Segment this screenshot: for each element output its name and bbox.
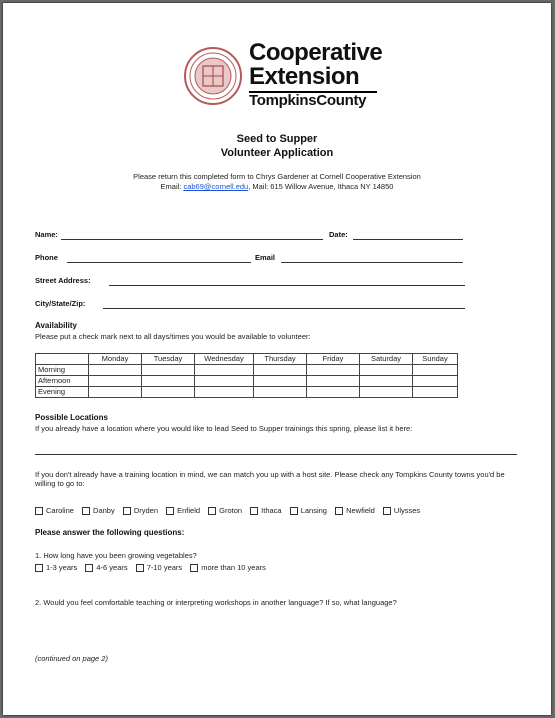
brand-line-3: TompkinsCounty: [249, 91, 377, 109]
checkbox-icon[interactable]: [123, 507, 131, 515]
locations-heading: Possible Locations: [35, 413, 108, 422]
email-link[interactable]: cab69@cornell.edu: [183, 182, 249, 191]
availability-cell[interactable]: [254, 365, 307, 376]
day-header: Friday: [307, 354, 360, 365]
availability-cell[interactable]: [142, 365, 195, 376]
town-label: Dryden: [133, 506, 158, 515]
option-label: 1-3 years: [46, 563, 78, 572]
cornell-seal-icon: [183, 46, 243, 106]
return-note: Please return this completed form to Chrys Gardener at Cornell Cooperative Extension: [133, 172, 421, 181]
question-1: 1. How long have you been growing vegetables?: [35, 551, 197, 560]
availability-cell[interactable]: [413, 387, 458, 398]
availability-cell[interactable]: [89, 365, 142, 376]
q1-option[interactable]: [35, 563, 77, 572]
option-label: 4-6 years: [96, 563, 128, 572]
availability-cell[interactable]: [195, 387, 254, 398]
availability-heading: Availability: [35, 321, 77, 330]
q1-option[interactable]: [85, 563, 127, 572]
name-field[interactable]: [61, 239, 323, 240]
logo-header: [183, 41, 393, 111]
time-label: Evening: [36, 387, 89, 398]
contact-line: [3, 182, 551, 191]
availability-cell[interactable]: [307, 365, 360, 376]
availability-cell[interactable]: [413, 365, 458, 376]
checkbox-icon[interactable]: [383, 507, 391, 515]
checkbox-icon[interactable]: [136, 564, 144, 572]
availability-table: [35, 353, 458, 398]
day-header: Saturday: [360, 354, 413, 365]
table-row: [36, 387, 458, 398]
availability-cell[interactable]: [142, 387, 195, 398]
phone-label: Phone: [35, 253, 58, 262]
locations-text-2: If you don't already have a training location in mind, we can match you up with a host site. Please check any Tompkins County towns you'd be willing to go to:: [35, 470, 505, 488]
questions-heading: Please answer the following questions:: [35, 528, 185, 537]
table-row: [36, 365, 458, 376]
availability-cell[interactable]: [142, 376, 195, 387]
town-label: Caroline: [46, 506, 74, 515]
brand-line-1: Cooperative: [249, 39, 383, 66]
town-option[interactable]: [250, 506, 281, 515]
locations-text-1: If you already have a location where you would like to lead Seed to Supper trainings this spring, please list it here:: [35, 424, 413, 433]
checkbox-icon[interactable]: [190, 564, 198, 572]
town-option[interactable]: [208, 506, 242, 515]
availability-cell[interactable]: [89, 376, 142, 387]
q1-option[interactable]: [136, 563, 182, 572]
availability-instructions: Please put a check mark next to all days/times you would be available to volunteer:: [35, 332, 311, 341]
option-label: 7-10 years: [146, 563, 183, 572]
availability-cell[interactable]: [360, 365, 413, 376]
q1-options: [35, 563, 272, 572]
day-header: Tuesday: [142, 354, 195, 365]
availability-cell[interactable]: [89, 387, 142, 398]
table-corner: [36, 354, 89, 365]
town-option[interactable]: [35, 506, 74, 515]
date-field[interactable]: [353, 239, 463, 240]
availability-cell[interactable]: [195, 365, 254, 376]
question-2: 2. Would you feel comfortable teaching or interpreting workshops in another language? If so, what language?: [35, 598, 397, 607]
availability-cell[interactable]: [413, 376, 458, 387]
town-option[interactable]: [335, 506, 375, 515]
mail-text: , Mail: 615 Willow Avenue, Ithaca NY 14850: [248, 182, 394, 191]
town-label: Ithaca: [261, 506, 282, 515]
checkbox-icon[interactable]: [82, 507, 90, 515]
email-field[interactable]: [281, 262, 463, 263]
availability-cell[interactable]: [360, 387, 413, 398]
email-label: Email: [255, 253, 276, 262]
checkbox-icon[interactable]: [208, 507, 216, 515]
town-option[interactable]: [82, 506, 115, 515]
checkbox-icon[interactable]: [335, 507, 343, 515]
phone-field[interactable]: [67, 262, 251, 263]
availability-cell[interactable]: [307, 376, 360, 387]
availability-cell[interactable]: [195, 376, 254, 387]
availability-cell[interactable]: [360, 376, 413, 387]
town-label: Groton: [219, 506, 243, 515]
town-option[interactable]: [123, 506, 158, 515]
q1-option[interactable]: [190, 563, 266, 572]
availability-cell[interactable]: [254, 387, 307, 398]
town-label: Enfield: [177, 506, 201, 515]
table-row: [36, 376, 458, 387]
day-header: Sunday: [413, 354, 458, 365]
date-label: Date:: [329, 230, 348, 239]
day-header: Thursday: [254, 354, 307, 365]
town-label: Ulysses: [393, 506, 421, 515]
city-field[interactable]: [103, 308, 465, 309]
street-label: Street Address:: [35, 276, 91, 285]
town-label: Danby: [93, 506, 115, 515]
checkbox-icon[interactable]: [35, 564, 43, 572]
form-title: Seed to Supper: [236, 133, 318, 145]
town-option[interactable]: [383, 506, 420, 515]
location-field[interactable]: [35, 454, 517, 455]
time-label: Afternoon: [36, 376, 89, 387]
table-header-row: [36, 354, 458, 365]
checkbox-icon[interactable]: [166, 507, 174, 515]
day-header: Monday: [89, 354, 142, 365]
brand-wordmark: [249, 41, 382, 109]
town-label: Lansing: [300, 506, 327, 515]
name-label: Name:: [35, 230, 58, 239]
continued-note: (continued on page 2): [35, 654, 108, 663]
town-label: Newfield: [346, 506, 375, 515]
checkbox-icon[interactable]: [290, 507, 298, 515]
checkbox-icon[interactable]: [85, 564, 93, 572]
email-prefix: Email:: [160, 182, 184, 191]
availability-cell[interactable]: [254, 376, 307, 387]
city-label: City/State/Zip:: [35, 299, 86, 308]
town-option[interactable]: [166, 506, 200, 515]
checkbox-icon[interactable]: [35, 507, 43, 515]
option-label: more than 10 years: [201, 563, 266, 572]
brand-line-2: Extension: [249, 63, 360, 90]
availability-cell[interactable]: [307, 387, 360, 398]
time-label: Morning: [36, 365, 89, 376]
street-field[interactable]: [109, 285, 465, 286]
town-option[interactable]: [290, 506, 327, 515]
checkbox-icon[interactable]: [250, 507, 258, 515]
day-header: Wednesday: [195, 354, 254, 365]
town-options: [35, 506, 426, 515]
application-page: [3, 3, 551, 715]
form-subtitle: Volunteer Application: [220, 147, 334, 159]
